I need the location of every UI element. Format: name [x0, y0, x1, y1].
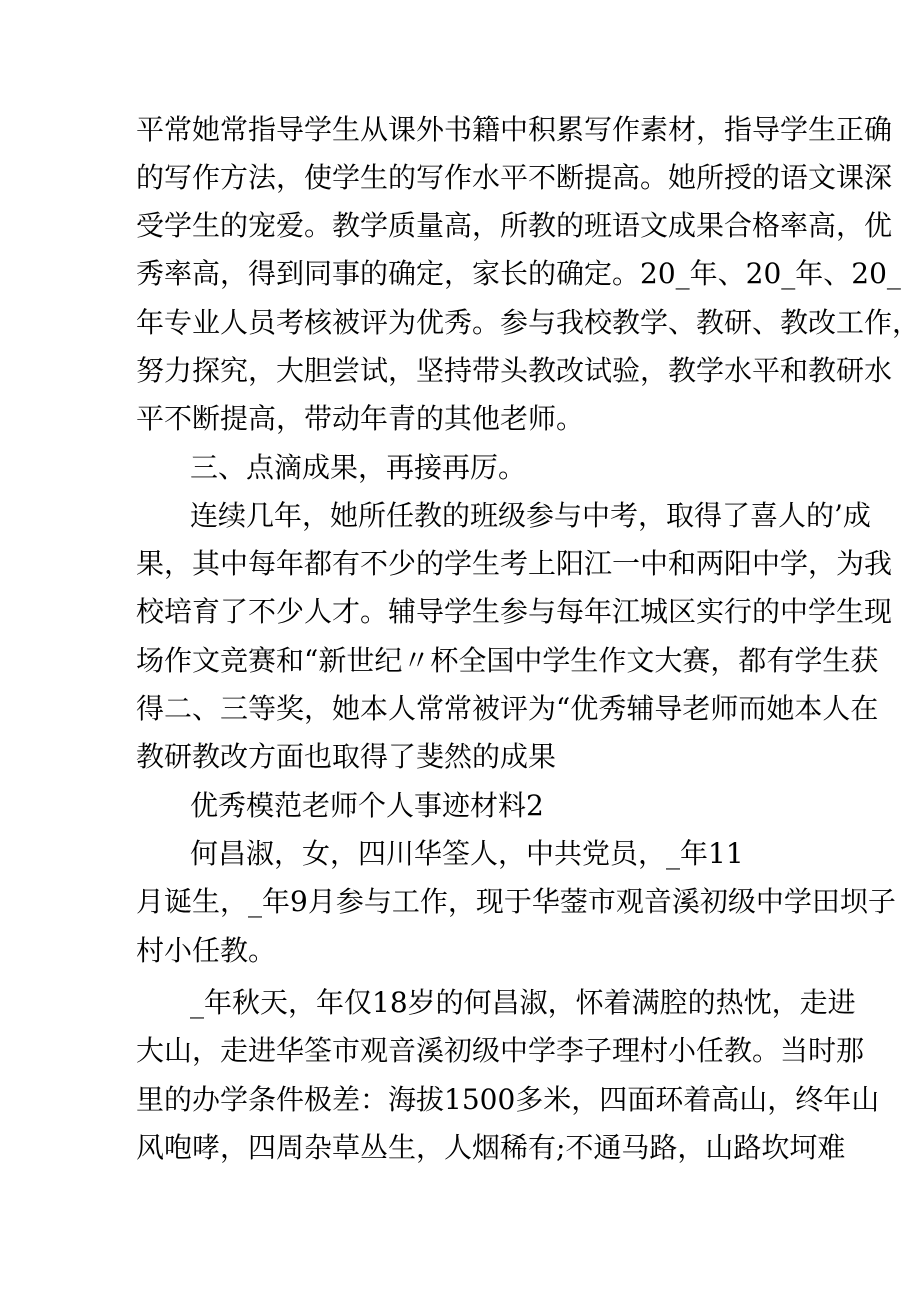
- paragraph-line: 的写作方法，使学生的写作水平不断提高。她所授的语文课深: [136, 161, 893, 194]
- paragraph-line: 风咆哮，四周杂草丛生，人烟稀有;不通马路，山路坎坷难: [136, 1131, 846, 1164]
- paragraph-line: 秀率高，得到同事的确定，家长的确定。20_年、20_年、20_: [136, 257, 901, 290]
- paragraph-line: 平不断提高，带动年青的其他老师。: [136, 402, 585, 435]
- paragraph-line: 连续几年，她所任教的班级参与中考，取得了喜人的’成: [190, 499, 871, 532]
- paragraph-line: 大山，走进华筌市观音溪初级中学李子理村小任教。当时那: [136, 1034, 865, 1067]
- paragraph-line: 得二、三等奖，她本人常常被评为“优秀辅导老师而她本人在: [136, 692, 879, 725]
- paragraph-line: 年专业人员考核被评为优秀。参与我校教学、教研、教改工作，: [136, 306, 920, 339]
- paragraph-line: 月诞生，_年9月参与工作，现于华蓥市观音溪初级中学田坝子: [136, 885, 896, 918]
- paragraph-line: 受学生的宠爱。教学质量高，所教的班语文成果合格率高，优: [136, 209, 893, 242]
- paragraph-line: 果，其中每年都有不少的学生考上阳江一中和两阳中学，为我: [136, 547, 893, 580]
- paragraph-line: _年秋天，年仅18岁的何昌淑，怀着满腔的热忱，走进: [190, 986, 856, 1019]
- paragraph-line: 校培育了不少人才。辅导学生参与每年江城区实行的中学生现: [136, 595, 893, 628]
- section-heading: 三、点滴成果，再接再厉。: [190, 451, 527, 484]
- document-subtitle: 优秀模范老师个人事迹材料2: [190, 789, 544, 822]
- paragraph-line: 何昌淑，女，四川华筌人，中共党员，_年11: [190, 837, 744, 870]
- paragraph-line: 努力探究，大胆尝试，坚持带头教改试验，教学水平和教研水: [136, 354, 893, 387]
- paragraph-line: 教研教改方面也取得了斐然的成果: [136, 740, 557, 773]
- paragraph-line: 场作文竞赛和“新世纪〃杯全国中学生作文大赛，都有学生获: [136, 644, 879, 677]
- paragraph-line: 村小任教。: [136, 934, 277, 967]
- paragraph-line: 里的办学条件极差：海拔1500多米，四面环着高山，终年山: [136, 1083, 880, 1116]
- paragraph-line: 平常她常指导学生从课外书籍中积累写作素材，指导学生正确: [136, 113, 893, 146]
